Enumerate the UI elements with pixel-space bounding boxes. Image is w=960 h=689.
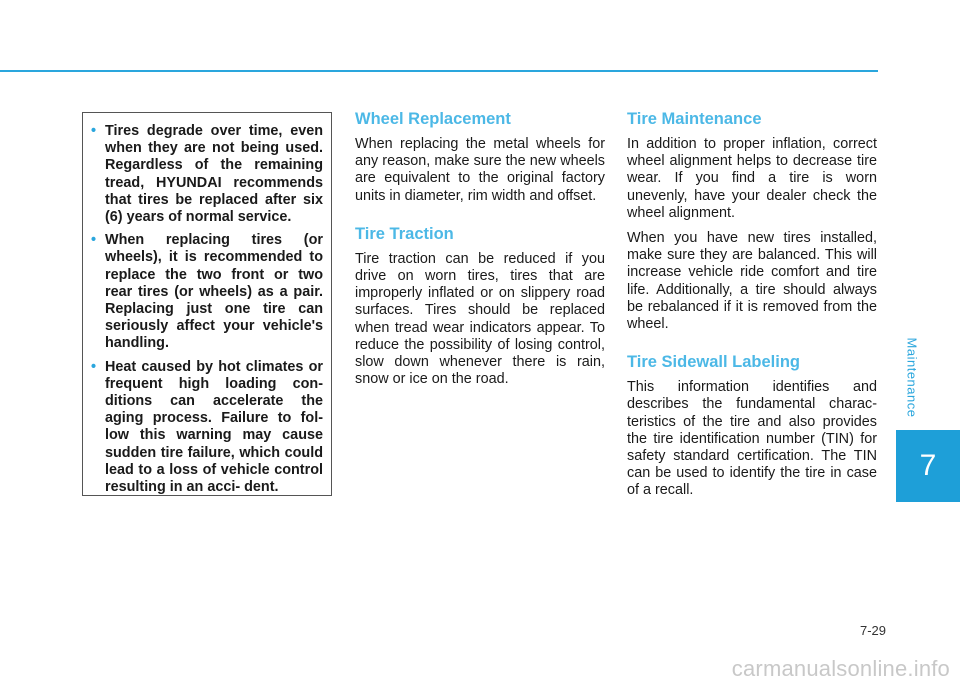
section-wheel-replacement	[355, 108, 605, 205]
section-title: Tire Sidewall Labeling	[627, 353, 800, 372]
header-rule	[0, 70, 878, 72]
section-tire-maintenance	[627, 108, 877, 333]
section-body: When replacing the metal wheels for any reason, make sure the new wheels are equivalent to the original factory units in diameter, rim width and offset.	[355, 136, 605, 204]
section-tire-traction	[355, 223, 605, 389]
warning-box	[82, 112, 332, 496]
warning-item: • Tires degrade over time, even when they are not being used. Regardless of the remaining tread, HYUNDAI recommends that tires be replaced after six (6) years of normal service.	[91, 123, 323, 226]
section-body: When you have new tires installed, make sure they are balanced. This will increase vehicle ride comfort and tire life. Additionally, a tire should always be rebalanced if it is removed from the wheel.	[627, 230, 877, 333]
section-body: In addition to proper inflation, correct wheel alignment helps to decrease tire wear. If you find a tire is worn unevenly, have your dealer check the wheel alignment.	[627, 136, 877, 221]
section-title: Tire Maintenance	[627, 110, 762, 128]
column-middle	[355, 108, 605, 406]
section-sidewall-labeling	[627, 351, 877, 499]
warning-item: • Heat caused by hot climates or frequent high loading con- ditions can accelerate the aging process. Failure to fol- low this warning may cause sudden tire failure, which could lead to a loss of vehicle control resulting in an acci- dent.	[91, 358, 323, 496]
bullet-icon: •	[91, 232, 97, 249]
section-title: Tire Traction	[355, 224, 454, 243]
section-body: Tire traction can be reduced if you drive on worn tires, tires that are improperly inflated or on slippery road surfaces. Tires should be replaced when tread wear indicators appear. To reduce the possibility of losing control, slow down whenever there is rain, snow or ice on the road.	[355, 250, 605, 388]
chapter-label: Maintenance	[904, 337, 920, 417]
page-number: 7-29	[859, 623, 886, 638]
chapter-tab	[896, 430, 960, 502]
bullet-icon: •	[91, 123, 97, 139]
warning-item: • When replacing tires (or wheels), it is recommended to replace the two front or two rear tires (or wheels) as a pair. Replacing just one tire can seriously affect your vehicle's handling.	[91, 232, 323, 352]
section-body: This information identifies and describes the fundamental charac- teristics of the tire and also provides the tire identification number (TIN) for safety standard certification. The TIN can be used to identify the tire in case of a recall.	[627, 379, 877, 499]
bullet-icon: •	[91, 358, 97, 375]
chapter-number: 7	[919, 449, 937, 482]
warning-list	[91, 123, 323, 496]
watermark: carmanualsonline.info	[731, 656, 950, 681]
section-title: Wheel Replacement	[355, 110, 511, 128]
column-right	[627, 108, 877, 518]
